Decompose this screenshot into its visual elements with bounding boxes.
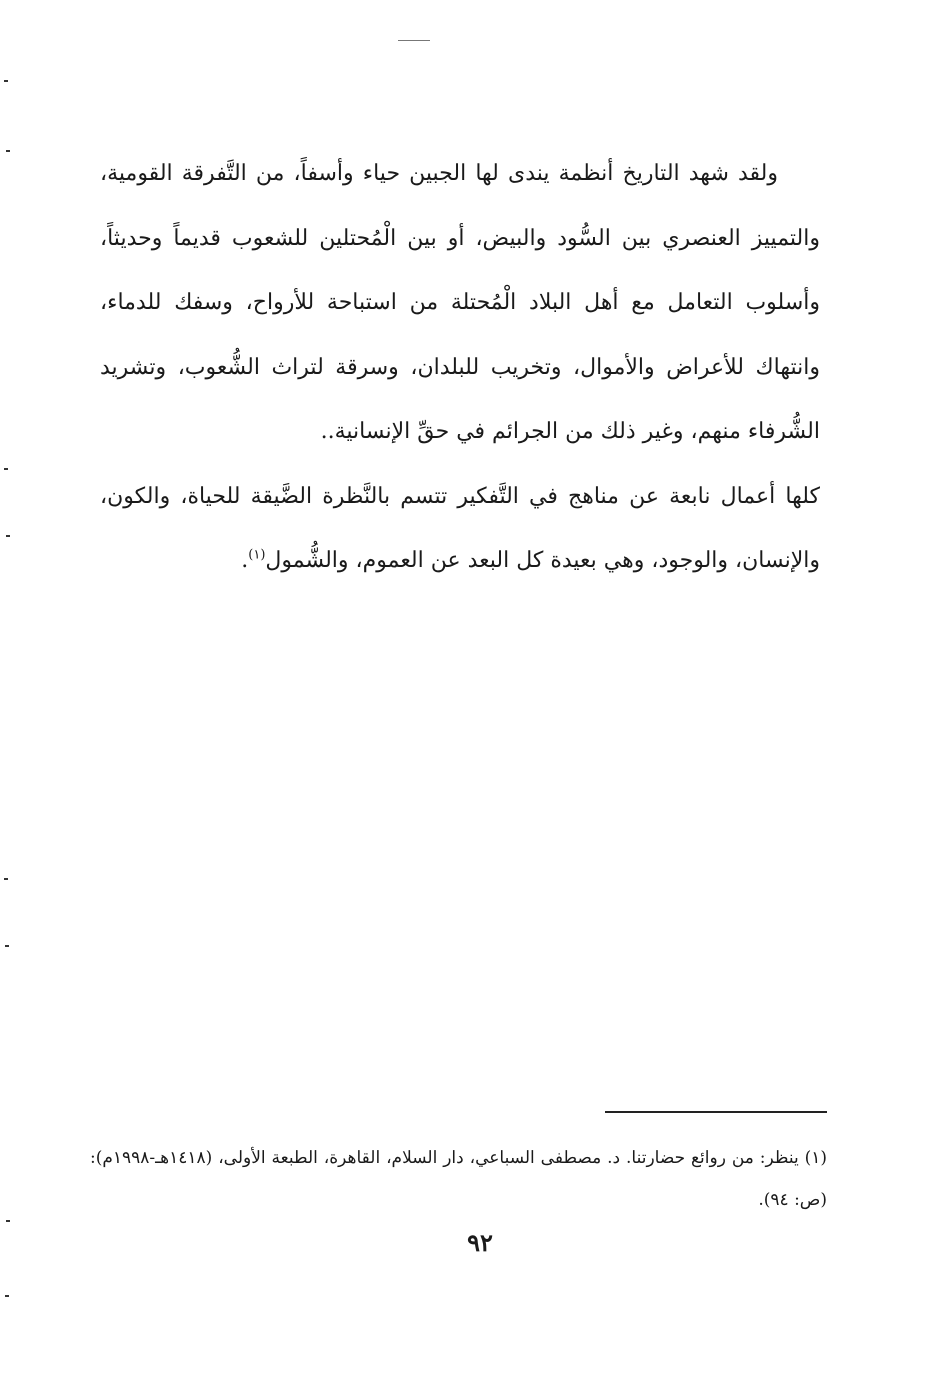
scan-speck: [5, 1295, 9, 1297]
page-number: ٩٢: [467, 1228, 493, 1257]
paragraph-1: ولقد شهد التاريخ أنظمة يندى لها الجبين حياء وأسفاً، من التَّفرقة القومية، والتمييز العنصري بين السُّود والبيض، أو بين الْمُحتلين للشعوب قديماً وحديثاً، وأسلوب التعامل مع أهل البلاد الْمُحتلة من استباحة للأرواح، وسفك للدماء، وانتهاك للأعراض والأموال، وتخريب للبلدان، وسرقة لتراث الشُّعوب، وتشريد الشُّرفاء منهم، وغير ذلك من الجرائم في حقِّ الإنسانية..: [100, 161, 820, 444]
scan-speck: [4, 468, 8, 470]
main-text: [100, 142, 820, 594]
scan-speck: [4, 878, 8, 880]
scan-speck: [4, 80, 8, 82]
paragraph-2-text: كلها أعمال نابعة عن مناهج في التَّفكير تتسم بالنَّظرة الضَّيقة للحياة، والكون، والإنسان، والوجود، وهي بعيدة كل البعد عن العموم، والشُّمول: [100, 483, 820, 573]
scan-speck: [6, 535, 10, 537]
footnote-separator: [605, 1111, 827, 1113]
footnote: (١) ينظر: من روائع حضارتنا. د. مصطفى السباعي، دار السلام، القاهرة، الطبعة الأولى، (١٤١٨هـ-١٩٩٨م): (ص: ٩٤).: [90, 1148, 827, 1210]
scan-speck: [6, 150, 10, 152]
footnote-reference: (١): [248, 547, 266, 563]
top-scan-mark: [398, 40, 430, 41]
scan-speck: [5, 945, 9, 947]
scan-speck: [6, 1220, 10, 1222]
paragraph-2: [100, 465, 820, 594]
paragraph-2-end: .: [241, 548, 249, 573]
